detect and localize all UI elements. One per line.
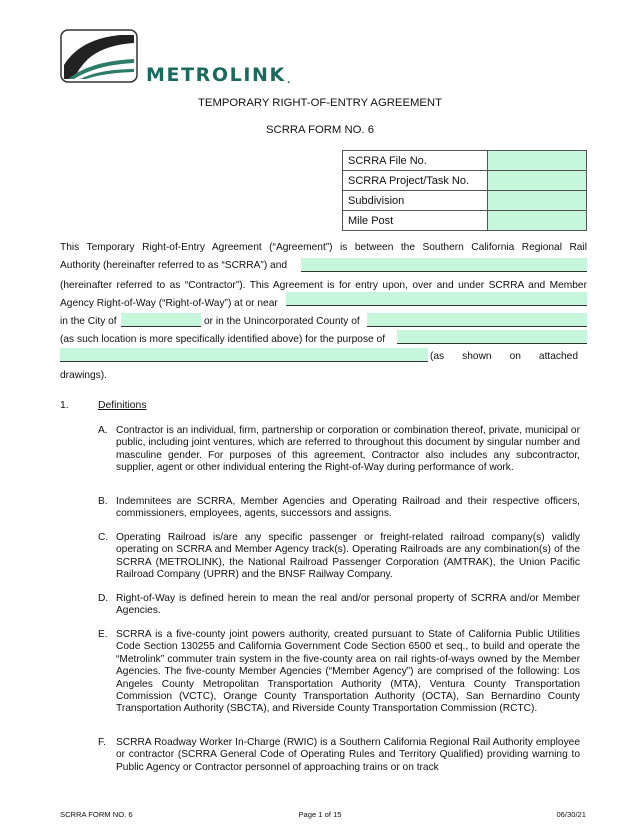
word-as: (as: [430, 351, 445, 362]
city-field[interactable]: [121, 313, 201, 327]
form-number-heading: SCRRA FORM NO. 6: [266, 124, 374, 136]
item-letter: F.: [98, 737, 106, 748]
city-label: in the City of: [60, 316, 117, 327]
project-task-no-label: SCRRA Project/Task No.: [343, 171, 488, 191]
definition-item-f: [98, 737, 580, 774]
county-field[interactable]: [367, 313, 587, 327]
item-text: Contractor is an individual, firm, partnership or corporation or combination thereof, private, municipal or public, including joint ventures, which are referred to throughout this document by singular number and masculine gender. For purposes of this agreement, Contractor also includes any subcontractor, supplier, agent or other individual entering the Right-of-Way during performance of work.: [116, 425, 580, 474]
document-title: TEMPORARY RIGHT-OF-ENTRY AGREEMENT: [198, 97, 442, 109]
purpose-continued-field[interactable]: [60, 348, 428, 362]
item-letter: B.: [98, 496, 108, 507]
project-task-no-field[interactable]: [488, 171, 587, 191]
definition-item-e: [98, 629, 580, 716]
table-row: [343, 211, 587, 231]
mile-post-label: Mile Post: [343, 211, 488, 231]
contractor-name-field[interactable]: [301, 258, 587, 272]
item-text: SCRRA is a five-county joint powers authority, created pursuant to State of California Public Utilities Code Section 130255 and California Government Code Section 6500 et seq., to build and operate the “Metrolink” commuter train system in the five-county area on rail rights-of-ways owned by the Member Agencies. The five-county Member Agencies (“Member Agency”) are comprised of the following: Los Angeles County Metropolitan Transportation Authority (MTA), Ventura County Transportation Commission (VCTC), Orange County Transportation Authority (OCTA), San Bernardino County Transportation Authority (SBCTA), and Riverside County Transportation Commission (RCTC).: [116, 629, 580, 715]
intro-line-3: (hereinafter referred to as “Contractor”). This Agreement is for entry upon, over and under SCRRA and Member: [60, 280, 587, 291]
intro-line-2-text: Authority (hereinafter referred to as “SCRRA”) and: [60, 260, 288, 271]
definition-item-c: [98, 532, 580, 582]
item-text: Indemnitees are SCRRA, Member Agencies and Operating Railroad and their respective officers, commissioners, employees, agents, successors and assigns.: [116, 496, 580, 520]
subdivision-label: Subdivision: [343, 191, 488, 211]
file-no-field[interactable]: [488, 151, 587, 171]
definition-item-a: [98, 425, 580, 475]
footer-form-number: SCRRA FORM NO. 6: [60, 810, 133, 819]
intro-line-6-text: (as such location is more specifically identified above) for the purpose of: [60, 334, 386, 345]
mile-post-field[interactable]: [488, 211, 587, 231]
intro-line-4-text: Agency Right-of-Way (“Right-of-Way”) at or near: [60, 298, 278, 309]
purpose-field[interactable]: [397, 330, 587, 344]
item-letter: E.: [98, 629, 108, 640]
word-attached: attached: [538, 351, 578, 362]
footer-date: 06/30/21: [556, 810, 586, 819]
intro-line-8: drawings).: [60, 370, 107, 381]
item-letter: C.: [98, 532, 109, 543]
metrolink-logo-mark: [60, 29, 138, 88]
county-label: or in the Unincorporated County of: [204, 316, 360, 327]
word-on: on: [509, 351, 521, 362]
word-shown: shown: [462, 351, 492, 362]
table-row: [343, 191, 587, 211]
table-row: [343, 151, 587, 171]
item-letter: D.: [98, 593, 109, 604]
table-row: [343, 171, 587, 191]
subdivision-field[interactable]: [488, 191, 587, 211]
footer-page-number: Page 1 of 15: [298, 810, 342, 819]
metrolink-wordmark: METROLINK.: [146, 64, 292, 86]
section-number: 1.: [60, 400, 69, 411]
item-text: SCRRA Roadway Worker In-Charge (RWIC) is a Southern California Regional Rail Authority employee or contractor (SCRRA General Code of Operating Rules and Territory Qualified) providing warning to Public Agency or Contractor personnel of approaching trains or on track: [116, 737, 580, 773]
item-text: Right-of-Way is defined herein to mean the real and/or personal property of SCRRA and/or Member Agencies.: [116, 593, 580, 617]
section-heading: [60, 400, 147, 411]
identification-table: [342, 150, 587, 231]
intro-line-7: [430, 350, 578, 364]
location-field[interactable]: [286, 292, 587, 306]
definition-item-d: [98, 593, 580, 618]
definition-item-b: [98, 496, 580, 521]
intro-line-1: This Temporary Right-of-Entry Agreement (“Agreement”) is between the Southern California Regional Rail: [60, 242, 587, 253]
file-no-label: SCRRA File No.: [343, 151, 488, 171]
section-title: Definitions: [98, 400, 147, 411]
item-text: Operating Railroad is/are any specific passenger or freight-related railroad company(s) validly operating on SCRRA and Member Agency track(s). Operating Railroads are any combination(s) of the SCRRA (METROLINK), the National Railroad Passenger Corporation (AMTRAK), the Union Pacific Railroad Company (UPRR) and the BNSF Railway Company.: [116, 532, 580, 581]
item-letter: A.: [98, 425, 108, 436]
